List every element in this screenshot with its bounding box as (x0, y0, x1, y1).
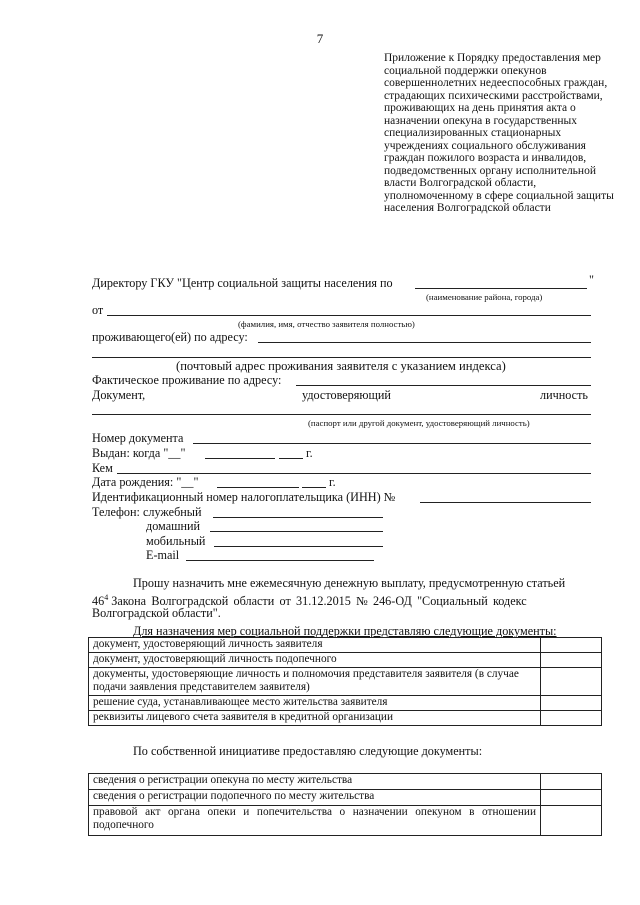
fio-field[interactable] (107, 315, 591, 316)
docs-optional-intro: По собственной инициативе предоставляю следующие документы: (133, 744, 483, 758)
district-field[interactable] (415, 288, 587, 289)
doc-cell: документы, удостоверяющие личность и полномочия представителя заявителя (в случае подачи заявления представителем заявителя) (89, 668, 541, 696)
doc-cell: сведения о регистрации подопечного по месту жительства (89, 790, 541, 806)
district-hint: (наименование района, города) (426, 292, 543, 302)
issued-year-suffix: г. (306, 446, 313, 460)
from-label: от (92, 303, 104, 317)
doc-type-field[interactable] (92, 414, 591, 415)
phone-mobile-label: мобильный (146, 534, 206, 548)
email-label: E-mail (146, 548, 180, 562)
doc-checkbox-cell[interactable] (541, 806, 602, 836)
table-row (89, 653, 602, 668)
issued-month-field[interactable] (205, 458, 275, 459)
doc-cell: сведения о регистрации опекуна по месту жительства (89, 774, 541, 790)
postal-hint: (почтовый адрес проживания заявителя с указанием индекса) (176, 359, 506, 373)
phone-home-field[interactable] (210, 531, 383, 532)
address-field[interactable] (258, 342, 591, 343)
doc-cell: решение суда, устанавливающее место жительства заявителя (89, 696, 541, 711)
doc-cell: реквизиты лицевого счета заявителя в кредитной организации (89, 711, 541, 726)
request-line-2-rest: Закона Волгоградской области от 31.12.2015 № 246-ОД "Социальный кодекс (111, 594, 527, 609)
request-line-1: Прошу назначить мне ежемесячную денежную выплату, предусмотренную статьей (133, 576, 566, 590)
actual-address-field[interactable] (296, 385, 591, 386)
birth-year-field[interactable] (302, 487, 326, 488)
issued-label: Выдан: когда "__" (92, 446, 186, 460)
passport-hint: (паспорт или другой документ, удостоверяющий личность) (308, 418, 530, 428)
doc-label-3: личность (540, 388, 588, 402)
inn-field[interactable] (420, 502, 591, 503)
email-field[interactable] (186, 560, 374, 561)
doc-cell: документ, удостоверяющий личность подопечного (89, 653, 541, 668)
article-number: 46 (92, 594, 105, 609)
table-row (89, 638, 602, 653)
doc-checkbox-cell[interactable] (541, 668, 602, 696)
docs-optional-table (88, 773, 602, 836)
inn-label: Идентификационный номер налогоплательщика (ИНН) № (92, 490, 396, 504)
birth-date-label: Дата рождения: "__" (92, 475, 199, 489)
fio-hint: (фамилия, имя, отчество заявителя полностью) (238, 319, 415, 329)
address-field-2[interactable] (92, 357, 591, 358)
issued-year-field[interactable] (279, 458, 303, 459)
doc-checkbox-cell[interactable] (541, 774, 602, 790)
phone-work-field[interactable] (213, 517, 383, 518)
table-row (89, 668, 602, 696)
table-row (89, 696, 602, 711)
doc-checkbox-cell[interactable] (541, 711, 602, 726)
by-whom-label: Кем (92, 461, 113, 475)
doc-number-label: Номер документа (92, 431, 184, 445)
doc-number-field[interactable] (193, 443, 591, 444)
table-row (89, 711, 602, 726)
director-label: Директору ГКУ "Центр социальной защиты населения по (92, 276, 393, 290)
phone-home-label: домашний (146, 519, 201, 533)
doc-checkbox-cell[interactable] (541, 638, 602, 653)
request-line-3: Волгоградской области". (92, 606, 221, 620)
docs-intro: Для назначения мер социальной поддержки представляю следующие документы: (133, 624, 557, 638)
doc-label-2: удостоверяющий (302, 388, 391, 402)
doc-checkbox-cell[interactable] (541, 696, 602, 711)
appendix-note: Приложение к Порядку предоставления мер социальной поддержки опекунов совершеннолетних недееспособных граждан, страдающих психическими расстройствами, проживающих на день принятия акта о назначении опекуна в государственных специализированных стационарных учреждениях социального обслуживания граждан пожилого возраста и инвалидов, подведомственных органу исполнительной власти Волгоградской области, уполномоченному в сфере социальной защиты населения Волгоградской области (384, 52, 614, 214)
page-number: 7 (316, 31, 324, 46)
doc-checkbox-cell[interactable] (541, 790, 602, 806)
birth-year-suffix: г. (329, 475, 336, 489)
phone-work-label: Телефон: служебный (92, 505, 202, 519)
doc-label-1: Документ, (92, 388, 146, 402)
birth-month-field[interactable] (217, 487, 299, 488)
director-quote: " (589, 273, 594, 287)
by-whom-field[interactable] (117, 473, 591, 474)
article-superscript: 4 (104, 593, 109, 602)
doc-checkbox-cell[interactable] (541, 653, 602, 668)
docs-required-table (88, 637, 602, 726)
table-row (89, 806, 602, 836)
phone-mobile-field[interactable] (214, 546, 383, 547)
doc-cell: правовой акт органа опеки и попечительства о назначении опекуном в отношении подопечного (89, 806, 541, 836)
table-row (89, 790, 602, 806)
table-row (89, 774, 602, 790)
actual-address-label: Фактическое проживание по адресу: (92, 373, 282, 387)
doc-cell: документ, удостоверяющий личность заявителя (89, 638, 541, 653)
residing-label: проживающего(ей) по адресу: (92, 330, 248, 344)
